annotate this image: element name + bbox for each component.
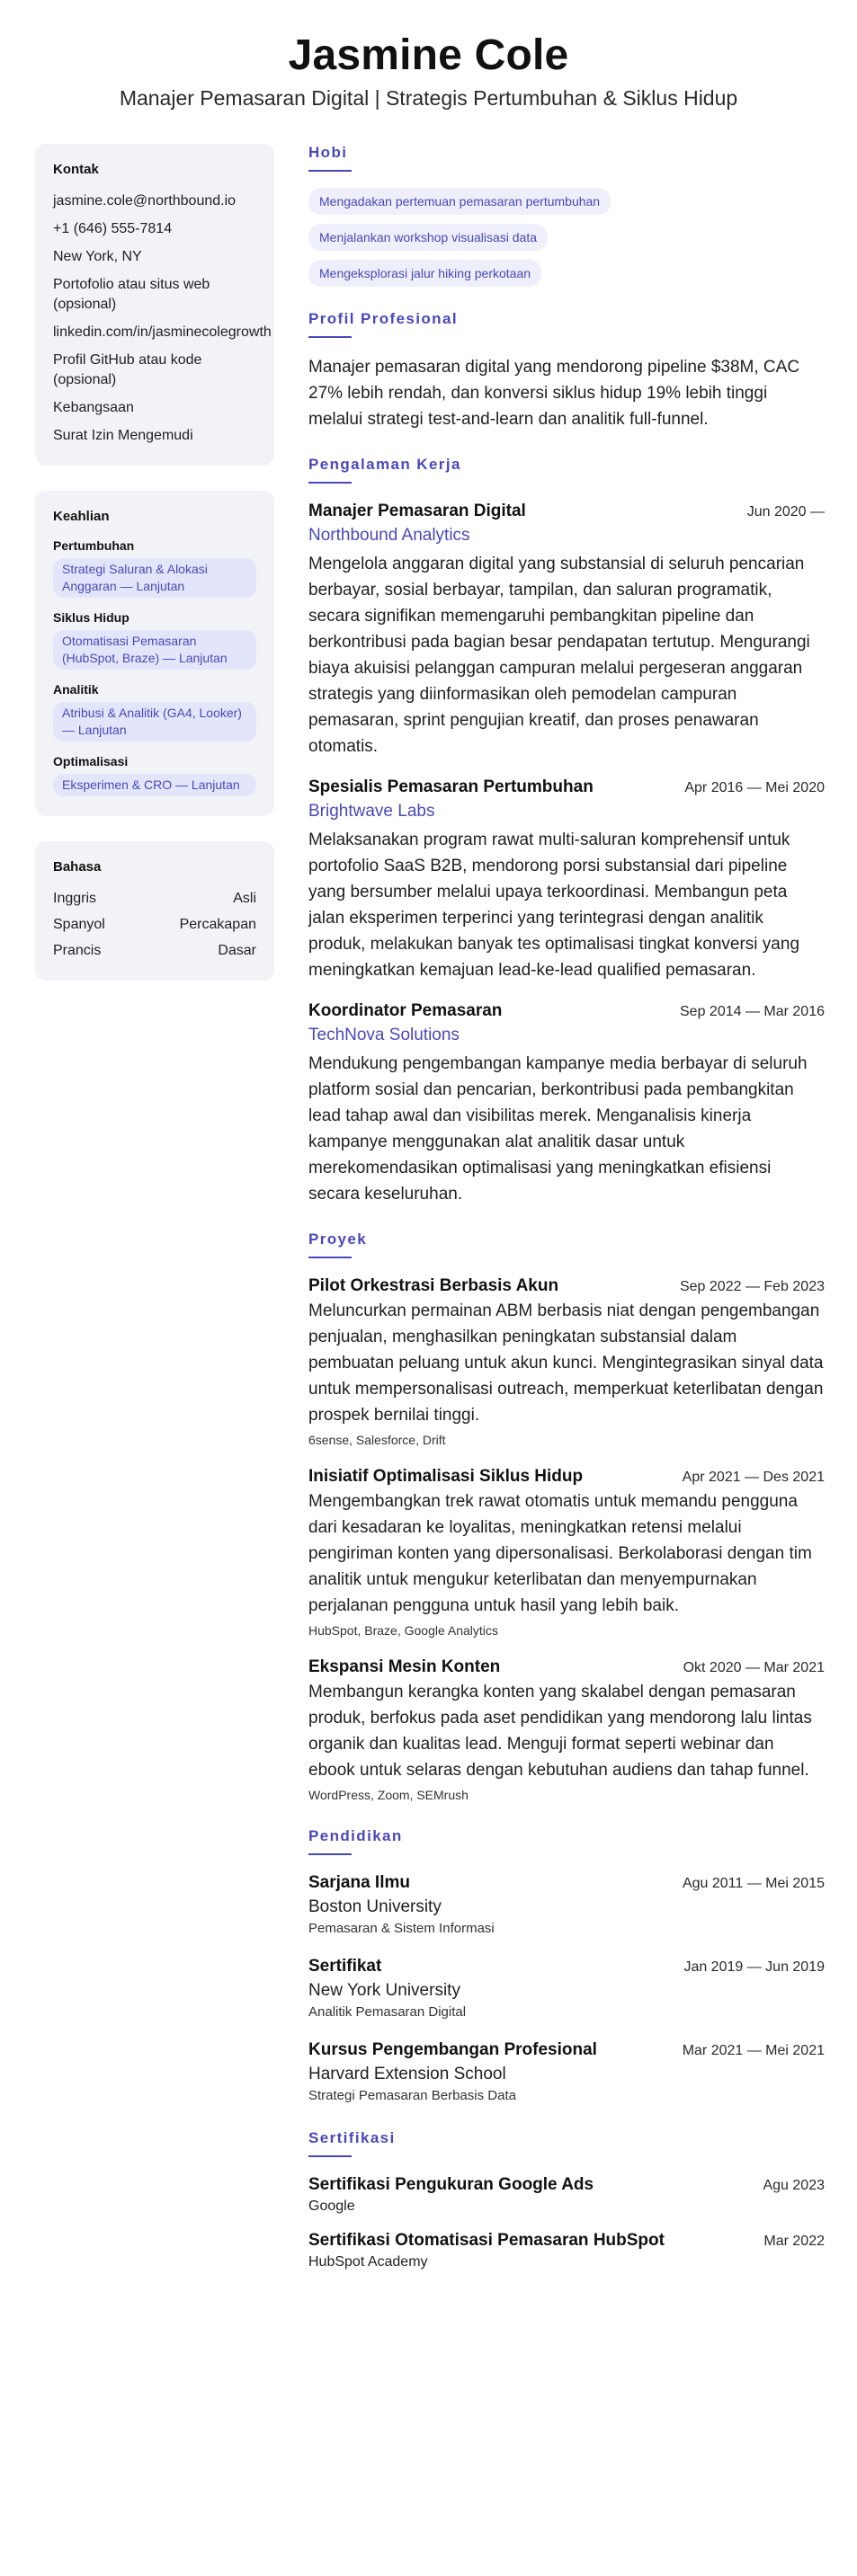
job-title: Spesialis Pemasaran Pertumbuhan — [308, 777, 594, 796]
projects-section — [308, 1230, 825, 1804]
certification-entry — [308, 2173, 825, 2216]
candidate-subtitle: Manajer Pemasaran Digital | Strategis Pertumbuhan & Siklus Hidup — [119, 86, 738, 110]
contact-phone[interactable]: +1 (646) 555-7814 — [53, 221, 173, 236]
contact-list — [53, 191, 272, 446]
language-row — [53, 915, 256, 935]
degree-name: Kursus Pengembangan Profesional — [308, 2040, 597, 2059]
project-name: Ekspansi Mesin Konten — [308, 1657, 501, 1676]
sidebar — [35, 144, 274, 1006]
certification-issuer: Google — [308, 2198, 355, 2214]
job-title: Manajer Pemasaran Digital — [308, 502, 526, 520]
education-section — [308, 1827, 825, 2106]
section-divider — [308, 1853, 352, 1855]
school-name: Boston University — [308, 1897, 442, 1916]
contact-nationality: Kebangsaan — [53, 400, 134, 415]
skill-group — [53, 754, 256, 796]
section-divider — [308, 336, 352, 338]
certification-name: Sertifikasi Otomatisasi Pemasaran HubSpot — [308, 2231, 665, 2250]
experience-section — [308, 456, 825, 1207]
job-title: Koordinator Pemasaran — [308, 1001, 503, 1020]
job-description: Mendukung pengembangan kampanye media berbayar di seluruh platform sosial dan pencarian, berkontribusi pada pembangkitan lead tahap awal dan visibilitas merek. Menganalisis kinerja kampanye menggunakan alat analitik dasar untuk merekomendasikan optimalisasi yang meningkatkan efisiensi secara keseluruhan. — [308, 1054, 808, 1204]
education-entry — [308, 2039, 825, 2106]
contact-card — [35, 144, 274, 466]
section-title: Pengalaman Kerja — [308, 456, 461, 473]
job-dates: Sep 2014 — Mar 2016 — [680, 1004, 825, 1019]
profile-summary: Manajer pemasaran digital yang mendorong pipeline $38M, CAC 27% lebih rendah, dan konversi siklus hidup 19% lebih tinggi melalui strategi test-and-learn dan analitik full-funnel. — [308, 358, 800, 429]
contact-portfolio: Portofolio atau situs web (opsional) — [53, 277, 210, 312]
skill-chip: Eksperimen & CRO — Lanjutan — [53, 774, 256, 796]
education-dates: Agu 2011 — Mei 2015 — [682, 1876, 825, 1891]
skill-chip: Strategi Saluran & Alokasi Anggaran — Lanjutan — [53, 558, 256, 598]
hobby-chip: Mengadakan pertemuan pemasaran pertumbuhan — [308, 188, 611, 215]
project-tools: WordPress, Zoom, SEMrush — [308, 1788, 469, 1802]
candidate-name: Jasmine Cole — [288, 31, 569, 79]
experience-entry — [308, 999, 825, 1207]
company-name: TechNova Solutions — [308, 1026, 460, 1044]
language-level: Dasar — [218, 943, 256, 958]
project-name: Pilot Orkestrasi Berbasis Akun — [308, 1276, 559, 1295]
language-name: Spanyol — [53, 917, 105, 932]
project-dates: Apr 2021 — Des 2021 — [682, 1470, 825, 1485]
company-name: Northbound Analytics — [308, 526, 470, 545]
section-divider — [308, 1257, 352, 1258]
skills-title: Keahlian — [53, 509, 110, 524]
study-field: Strategi Pemasaran Berbasis Data — [308, 2088, 516, 2103]
section-divider — [308, 2155, 352, 2157]
section-title: Hobi — [308, 144, 348, 161]
skill-group-title: Siklus Hidup — [53, 610, 129, 625]
project-entry — [308, 1275, 825, 1449]
certification-date: Mar 2022 — [763, 2234, 825, 2249]
certification-entry — [308, 2229, 825, 2272]
project-description: Mengembangkan trek rawat otomatis untuk memandu pengguna dari kesadaran ke loyalitas, meningkatkan retensi melalui pengiriman konten yang dipersonalisasi. Berkolaborasi dengan tim analitik untuk mengukur keterlibatan dan menyempurnakan perjalanan pengguna untuk hasil yang lebih baik. — [308, 1492, 812, 1615]
skill-group-title: Pertumbuhan — [53, 538, 135, 553]
education-dates: Jan 2019 — Jun 2019 — [683, 1959, 825, 1975]
certification-issuer: HubSpot Academy — [308, 2254, 428, 2270]
project-dates: Sep 2022 — Feb 2023 — [679, 1279, 825, 1294]
job-description: Mengelola anggaran digital yang substansial di seluruh pencarian berbayar, sosial berbayar, tampilan, dan saluran programatik, secara signifikan memengaruhi pembangkitan pipeline dan berkontribusi pada bagian besar pendapatan tertutup. Mengurangi biaya akuisisi pelanggan campuran melalui pergeseran anggaran strategis yang diinformasikan oleh pemodelan campuran pemasaran, sprint pengujian kreatif, dan proses penawaran otomatis. — [308, 555, 810, 756]
project-tools: HubSpot, Braze, Google Analytics — [308, 1623, 498, 1638]
skill-group-title: Optimalisasi — [53, 754, 129, 768]
languages-title: Bahasa — [53, 859, 102, 875]
skills-card — [35, 491, 274, 816]
project-dates: Okt 2020 — Mar 2021 — [683, 1660, 825, 1675]
resume-header — [0, 31, 857, 111]
study-field: Analitik Pemasaran Digital — [308, 2004, 467, 2020]
section-title: Sertifikasi — [308, 2129, 396, 2146]
section-divider — [308, 482, 352, 484]
experience-entry — [308, 500, 825, 759]
certifications-section — [308, 2129, 825, 2272]
section-title: Profil Profesional — [308, 310, 458, 327]
language-row — [53, 941, 256, 961]
contact-linkedin[interactable]: linkedin.com/in/jasminecolegrowth — [53, 324, 272, 340]
job-dates: Jun 2020 — — [746, 504, 825, 520]
certification-name: Sertifikasi Pengukuran Google Ads — [308, 2175, 594, 2194]
contact-email[interactable]: jasmine.cole@northbound.io — [53, 193, 237, 209]
education-entry — [308, 1955, 825, 2022]
degree-name: Sertifikat — [308, 1957, 382, 1976]
experience-entry — [308, 776, 825, 983]
job-description: Melaksanakan program rawat multi-saluran komprehensif untuk portofolio SaaS B2B, mendorong porsi substansial dari pipeline yang bersumber melalui upaya terkoordinasi. Membangun peta jalan eksperimen terperinci yang terintegrasi dengan analitik produk, melakukan banyak tes optimalisasi tingkat konversi yang meningkatkan kemajuan lead-ke-lead qualified pemasaran. — [308, 831, 800, 980]
section-title: Pendidikan — [308, 1827, 403, 1844]
hobby-chip: Mengeksplorasi jalur hiking perkotaan — [308, 260, 541, 287]
skill-chip: Otomatisasi Pemasaran (HubSpot, Braze) — Lanjutan — [53, 630, 256, 670]
section-title: Proyek — [308, 1230, 368, 1248]
project-tools: 6sense, Salesforce, Drift — [308, 1433, 446, 1447]
skill-group-title: Analitik — [53, 682, 99, 697]
degree-name: Sarjana Ilmu — [308, 1873, 410, 1892]
project-name: Inisiatif Optimalisasi Siklus Hidup — [308, 1467, 584, 1486]
language-row — [53, 889, 256, 909]
contact-location: New York, NY — [53, 249, 142, 264]
skill-group — [53, 610, 256, 670]
project-description: Membangun kerangka konten yang skalabel dengan pemasaran produk, berfokus pada aset pendidikan yang mendorong lalu lintas organik dan kualitas lead. Menguji format seperti webinar dan ebook untuk selaras dengan kebutuhan audiens dan tahap funnel. — [308, 1683, 812, 1780]
project-description: Meluncurkan permainan ABM berbasis niat dengan pengembangan penjualan, menghasilkan peningkatan substansial dalam pembuatan peluang untuk akun kunci. Mengintegrasikan sinyal data untuk mempersonalisasi outreach, memperkuat keterlibatan dengan prospek bernilai tinggi. — [308, 1301, 824, 1425]
language-level: Asli — [233, 891, 256, 906]
contact-github: Profil GitHub atau kode (opsional) — [53, 352, 202, 387]
language-level: Percakapan — [179, 917, 256, 932]
education-entry — [308, 1871, 825, 1939]
section-divider — [308, 170, 352, 172]
skill-group — [53, 538, 256, 598]
contact-license: Surat Izin Mengemudi — [53, 428, 193, 443]
skill-chip: Atribusi & Analitik (GA4, Looker) — Lanjutan — [53, 702, 256, 742]
study-field: Pemasaran & Sistem Informasi — [308, 1921, 495, 1936]
school-name: New York University — [308, 1981, 460, 2000]
job-dates: Apr 2016 — Mei 2020 — [684, 780, 825, 795]
project-entry — [308, 1465, 825, 1639]
profile-section — [308, 310, 825, 432]
skill-group — [53, 682, 256, 742]
languages-card — [35, 841, 274, 981]
language-name: Prancis — [53, 943, 102, 958]
certification-date: Agu 2023 — [763, 2178, 825, 2193]
main-column — [308, 144, 825, 2296]
hobbies-section — [308, 144, 825, 287]
hobby-chip: Menjalankan workshop visualisasi data — [308, 224, 548, 251]
company-name: Brightwave Labs — [308, 802, 435, 821]
school-name: Harvard Extension School — [308, 2065, 506, 2083]
project-entry — [308, 1656, 825, 1804]
education-dates: Mar 2021 — Mei 2021 — [682, 2043, 825, 2058]
hobby-list — [308, 188, 825, 287]
contact-title: Kontak — [53, 162, 99, 177]
language-name: Inggris — [53, 891, 97, 906]
